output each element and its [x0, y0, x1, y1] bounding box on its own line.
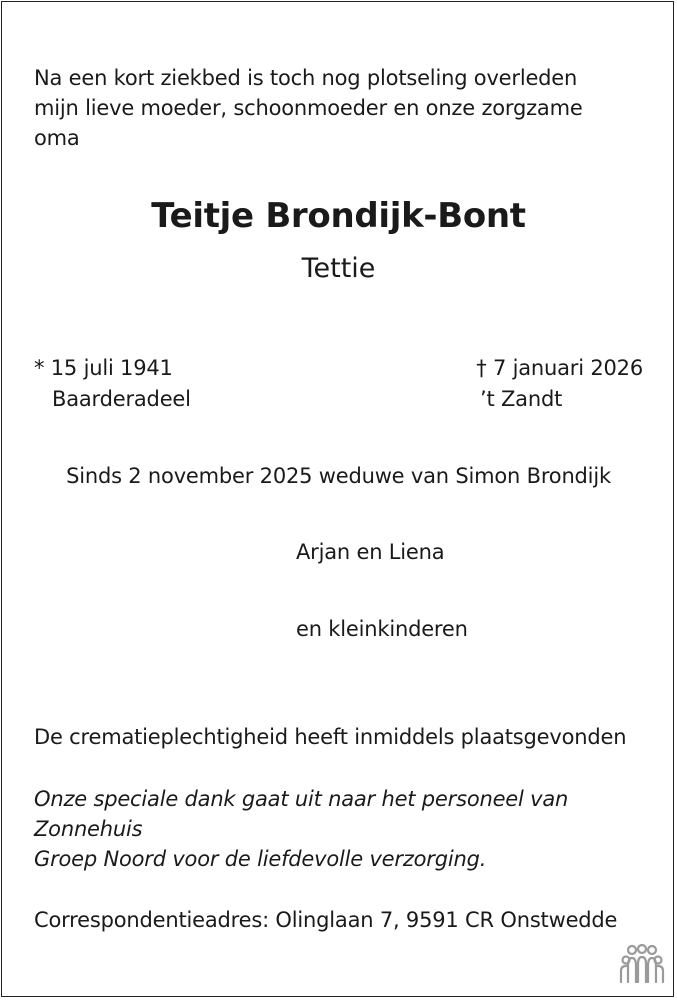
deceased-nickname: Tettie	[301, 253, 376, 284]
children-names: Arjan en Liena	[296, 540, 445, 564]
intro-line-2: mijn lieve moeder, schoonmoeder en onze zorgzame	[34, 96, 583, 120]
thanks-text	[34, 784, 654, 874]
correspondence-address: Correspondentieadres: Olinglaan 7, 9591 CR Onstwedde	[34, 908, 618, 932]
birth-date: * 15 juli 1941	[34, 356, 173, 380]
birth-place: Baarderadeel	[52, 387, 191, 411]
intro-line-1: Na een kort ziekbed is toch nog plotseling overleden	[34, 66, 578, 90]
thanks-line-2: Groep Noord voor de liefdevolle verzorging.	[34, 847, 487, 871]
intro-line-3: oma	[34, 126, 80, 150]
widow-line: Sinds 2 november 2025 weduwe van Simon Brondijk	[66, 464, 611, 488]
ceremony-line: De crematieplechtigheid heeft inmiddels plaatsgevonden	[34, 725, 627, 749]
people-group-icon	[618, 944, 666, 984]
thanks-line-1: Onze speciale dank gaat uit naar het personeel van Zonnehuis	[34, 787, 569, 841]
deceased-name: Teitje Brondijk-Bont	[151, 196, 526, 236]
death-place: ’t Zandt	[480, 387, 563, 411]
grandchildren-line: en kleinkinderen	[296, 617, 468, 641]
intro-text	[34, 63, 634, 153]
death-date: † 7 januari 2026	[476, 356, 643, 380]
